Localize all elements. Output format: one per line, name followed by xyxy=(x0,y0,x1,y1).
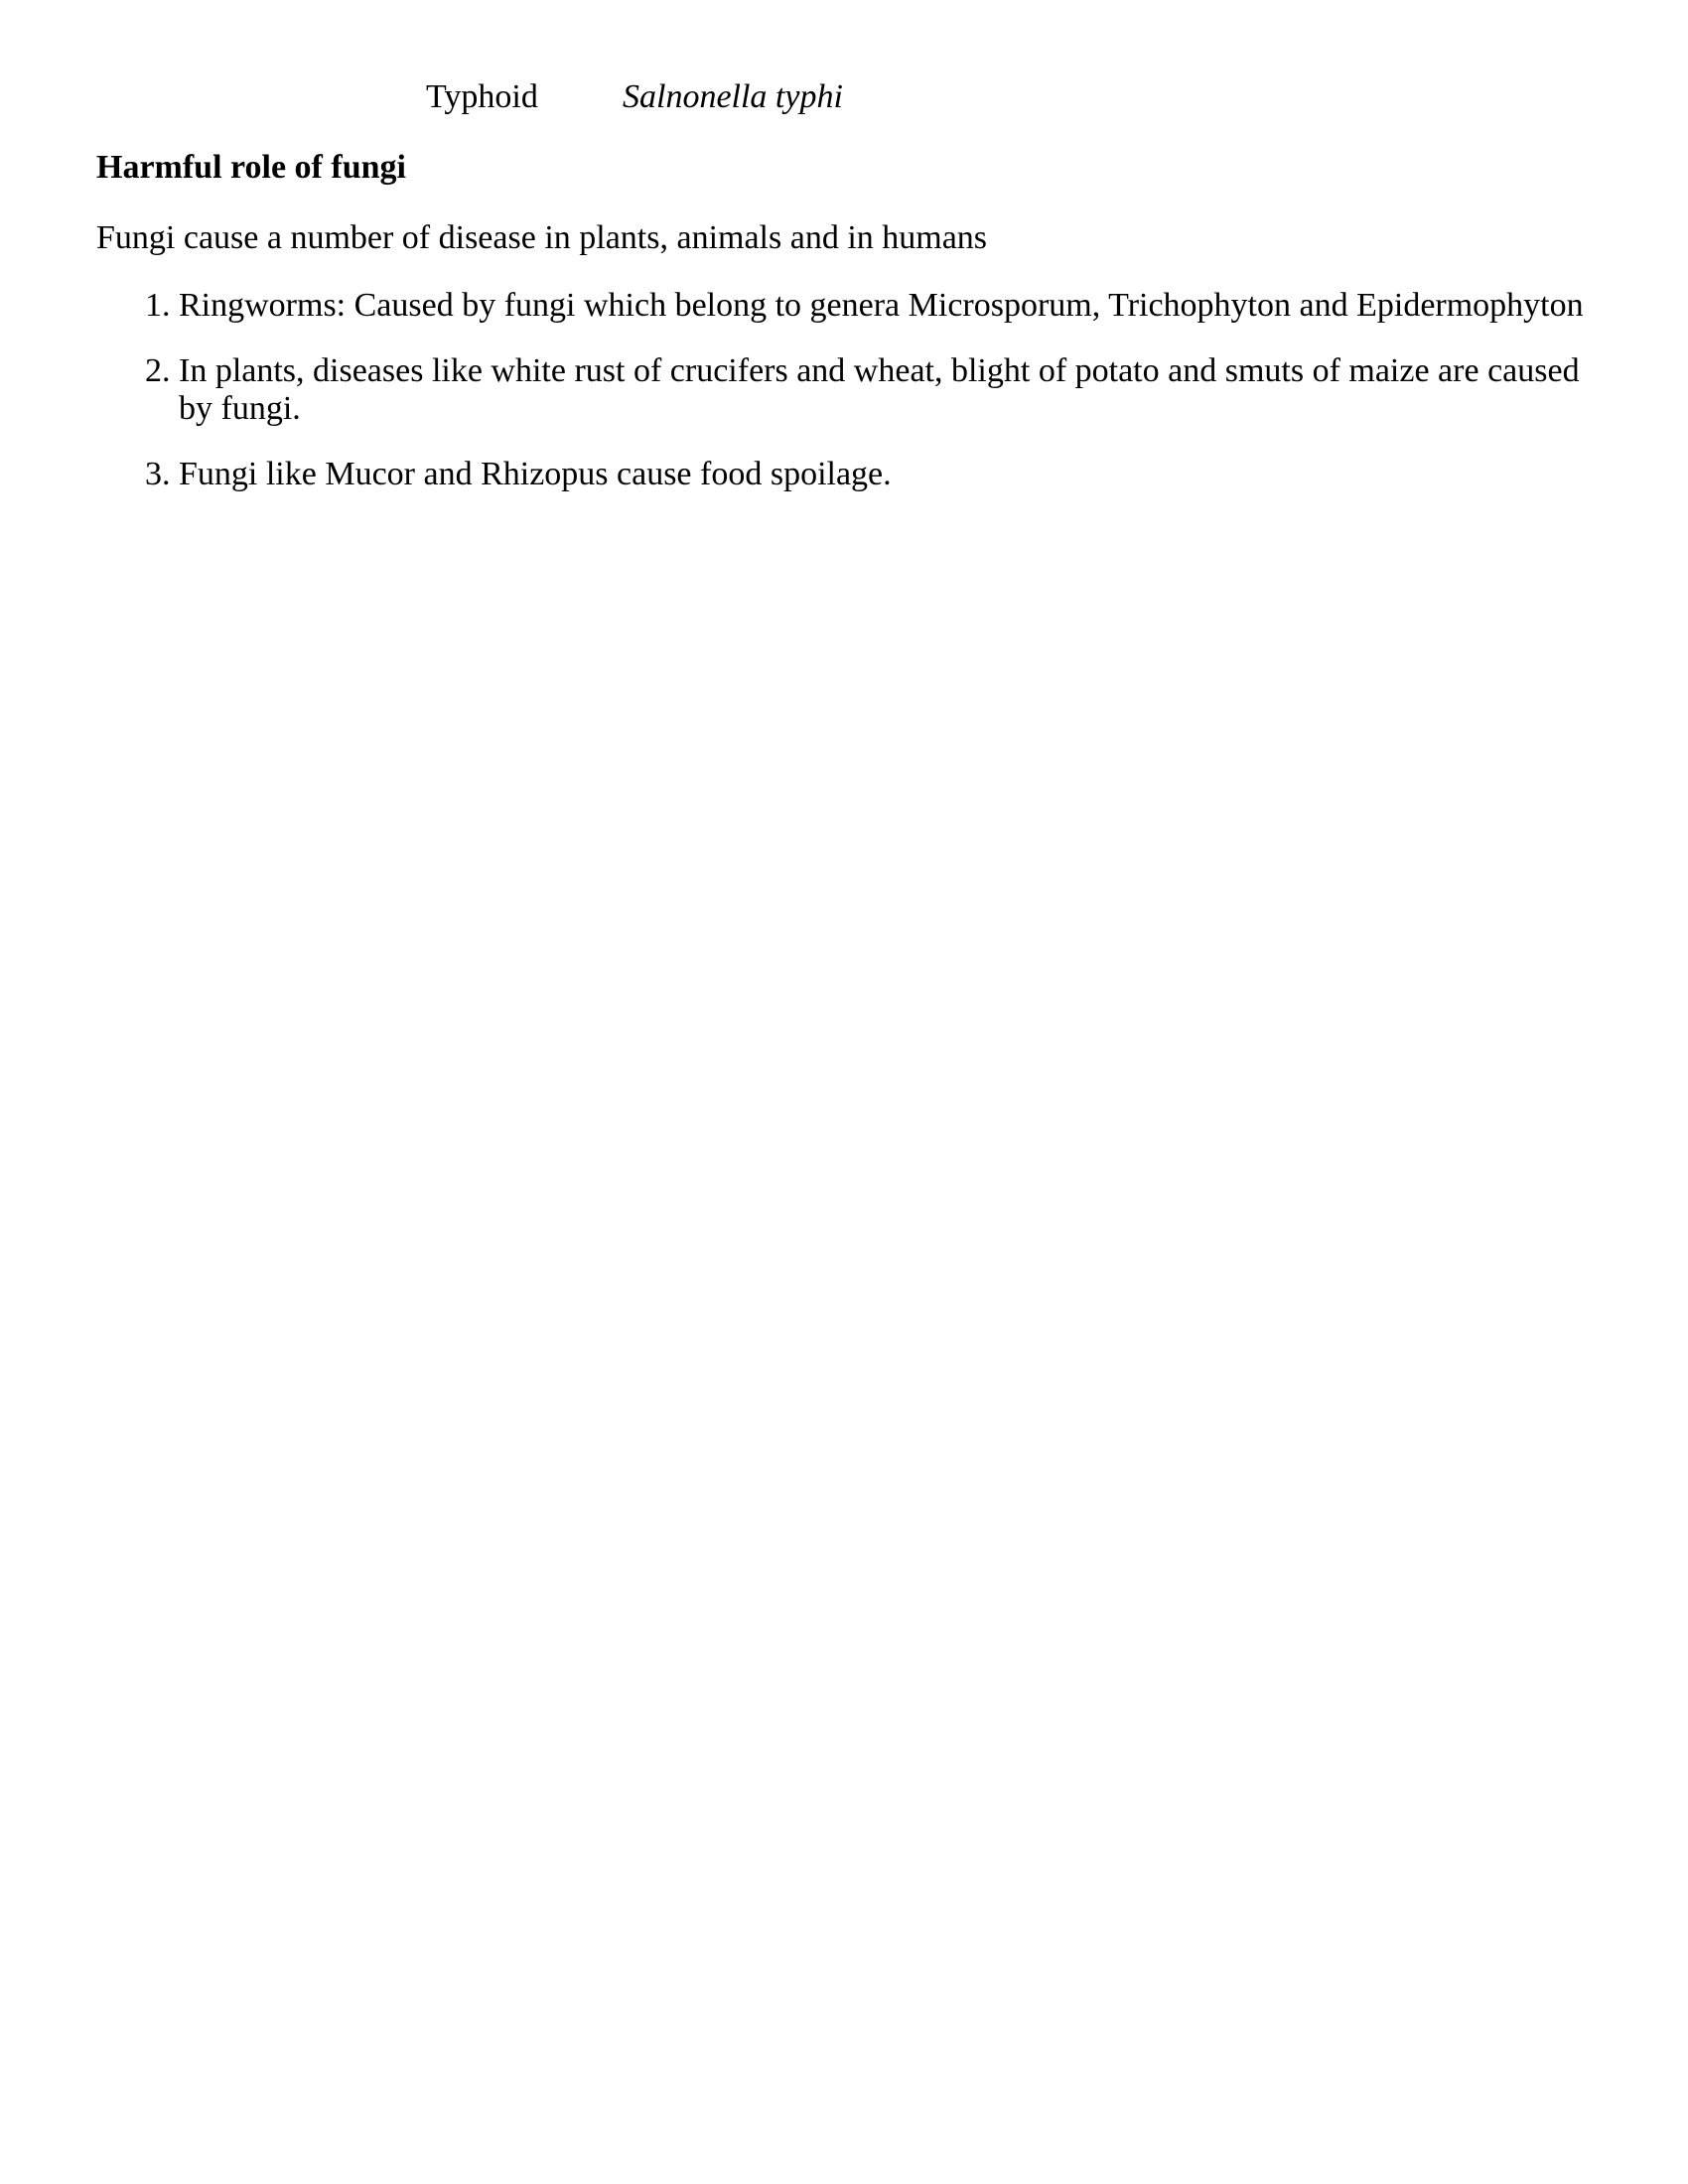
list-item-number: 1. xyxy=(145,287,171,324)
section-heading: Harmful role of fungi xyxy=(96,149,406,186)
fungi-harm-list xyxy=(0,287,1688,521)
list-item-number: 3. xyxy=(145,456,171,492)
list-item-text: In plants, diseases like white rust of crucifers and wheat, blight of potato and smuts of maize are caused by fungi. xyxy=(179,352,1580,427)
list-item-text: Ringworms: Caused by fungi which belong to genera Microsporum, Trichophyton and Epidermophyton xyxy=(179,287,1584,324)
list-item xyxy=(0,287,1688,325)
list-item xyxy=(0,352,1688,428)
table-row xyxy=(0,75,1688,119)
intro-paragraph: Fungi cause a number of disease in plants, animals and in humans xyxy=(96,219,988,256)
list-item-number: 2. xyxy=(145,352,171,389)
disease-cell: Typhoid xyxy=(426,78,538,115)
organism-cell: Salnonella typhi xyxy=(623,78,843,115)
list-item xyxy=(0,456,1688,493)
list-item-text: Fungi like Mucor and Rhizopus cause food spoilage. xyxy=(179,456,892,492)
